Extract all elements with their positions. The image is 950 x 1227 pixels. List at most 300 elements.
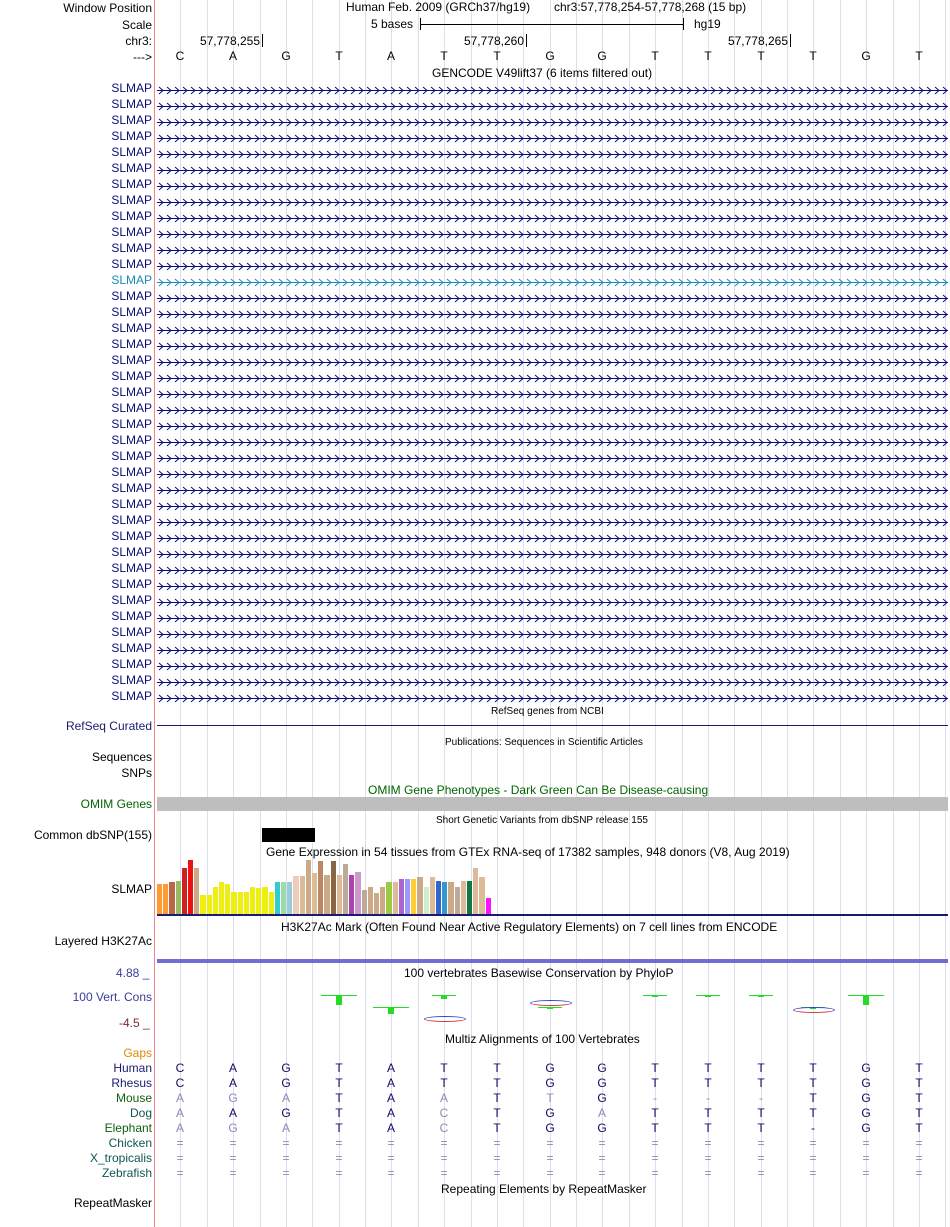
alignment-base: = [915,1136,923,1150]
gencode-transcript[interactable] [157,260,948,269]
ruler-tick-label: 57,778,255 [199,34,260,48]
gtex-tissue-bar[interactable] [219,882,224,914]
gencode-gene-label[interactable]: SLMAP [111,161,152,175]
species-label[interactable]: Elephant [104,1121,152,1135]
gencode-transcript[interactable] [157,516,948,525]
gencode-transcript[interactable] [157,692,948,701]
alignment-base: G [597,1091,607,1105]
gencode-gene-label[interactable]: SLMAP [111,97,152,111]
gencode-transcript[interactable] [157,596,948,605]
h3k27ac-label[interactable]: Layered H3K27Ac [54,934,152,948]
gencode-gene-label[interactable]: SLMAP [111,209,152,223]
gencode-transcript[interactable] [157,148,948,157]
sequence-base: A [228,49,237,63]
alignment-base: T [651,1076,659,1090]
gtex-tissue-bar[interactable] [424,887,429,914]
gtex-tissue-bar[interactable] [312,873,317,914]
gencode-gene-label[interactable]: SLMAP [111,257,152,271]
gencode-transcript[interactable] [157,436,948,445]
alignment-base: T [915,1091,923,1105]
gencode-gene-label[interactable]: SLMAP [111,337,152,351]
gtex-tissue-bar[interactable] [256,888,261,914]
alignment-base: = [809,1166,817,1180]
phylop-score-block [652,995,658,997]
alignment-base: = [546,1136,554,1150]
snps-label[interactable]: SNPs [121,766,152,780]
dbsnp-label[interactable]: Common dbSNP(155) [33,828,152,842]
gtex-tissue-bar[interactable] [238,892,243,914]
gencode-gene-label[interactable]: SLMAP [111,225,152,239]
gencode-gene-label[interactable]: SLMAP [111,145,152,159]
alignment-base: = [440,1151,448,1165]
gencode-gene-label[interactable]: SLMAP [111,545,152,559]
gtex-tissue-bar[interactable] [331,861,336,914]
alignment-base: G [861,1106,871,1120]
alignment-base: T [915,1076,923,1090]
gtex-tissue-bar[interactable] [318,861,323,914]
gencode-gene-label[interactable]: SLMAP [111,289,152,303]
alignment-base: = [651,1136,659,1150]
alignment-base: T [809,1091,817,1105]
alignment-base: G [228,1121,238,1135]
gtex-tissue-bar[interactable] [455,887,460,914]
gtex-tissue-bar[interactable] [157,884,162,914]
alignment-base: A [175,1121,184,1135]
sequence-base: G [281,49,291,63]
gencode-transcript[interactable] [157,372,948,381]
alignment-base: T [335,1106,343,1120]
gencode-transcript[interactable] [157,388,948,397]
gencode-gene-label[interactable]: SLMAP [111,433,152,447]
alignment-base: G [281,1061,291,1075]
gtex-tissue-bar[interactable] [405,879,410,914]
alignment-base: A [228,1061,237,1075]
alignment-base: = [440,1166,448,1180]
alignment-base: T [493,1091,501,1105]
gtex-tissue-bar[interactable] [169,882,174,914]
alignment-base: = [335,1166,343,1180]
species-label[interactable]: Zebrafish [101,1166,152,1180]
alignment-base: - [811,1121,815,1135]
alignment-base: T [809,1061,817,1075]
alignment-base: = [862,1136,870,1150]
alignment-base: = [176,1166,184,1180]
species-label[interactable]: X_tropicalis [89,1151,152,1165]
gtex-tissue-bar[interactable] [349,875,354,914]
alignment-base: = [598,1151,606,1165]
alignment-base: = [176,1151,184,1165]
alignment-base: C [175,1061,185,1075]
repeatmasker-label[interactable]: RepeatMasker [73,1196,152,1210]
alignment-base: G [861,1061,871,1075]
gencode-gene-label[interactable]: SLMAP [111,81,152,95]
gtex-tissue-bar[interactable] [461,881,466,914]
gencode-transcript[interactable] [157,420,948,429]
alignment-base: G [861,1121,871,1135]
dbsnp-track-title: Short Genetic Variants from dbSNP release 155 [436,815,648,826]
h3k27ac-track-title: H3K27Ac Mark (Often Found Near Active Regulatory Elements) on 7 cell lines from ENCODE [281,920,778,934]
gencode-gene-label[interactable]: SLMAP [111,657,152,671]
gtex-track-title: Gene Expression in 54 tissues from GTEx RNA-seq of 17382 samples, 948 donors (V8, Aug 2019) [266,845,790,859]
gencode-transcript[interactable] [157,340,948,349]
species-label[interactable]: Human [113,1061,152,1075]
repeatmasker-track-title: Repeating Elements by RepeatMasker [441,1182,647,1196]
refseq-track-title: RefSeq genes from NCBI [491,706,604,717]
gencode-gene-label[interactable]: SLMAP [111,577,152,591]
phylop-overlap-marker [530,1000,572,1006]
gencode-transcript[interactable] [157,196,948,205]
gencode-transcript[interactable] [157,484,948,493]
ruler-tick-label: 57,778,260 [463,34,524,48]
gtex-tissue-bar[interactable] [225,884,230,914]
gtex-tissue-bar[interactable] [362,890,367,914]
gencode-gene-label[interactable]: SLMAP [111,513,152,527]
sequence-base: T [651,49,659,63]
gencode-gene-label[interactable]: SLMAP [111,385,152,399]
gencode-gene-label[interactable]: SLMAP [111,593,152,607]
gencode-transcript[interactable] [157,100,948,109]
alignment-base: A [228,1076,237,1090]
sequence-base: T [809,49,817,63]
alignment-base: = [282,1166,290,1180]
gencode-transcript[interactable] [157,212,948,221]
phylop-plot[interactable] [157,980,948,1024]
alignment-base: = [809,1136,817,1150]
gencode-transcript[interactable] [157,404,948,413]
gencode-gene-label[interactable]: SLMAP [111,321,152,335]
ruler-tick-mark [526,34,527,47]
gtex-tissue-bar[interactable] [269,892,274,914]
gencode-transcript[interactable] [157,676,948,685]
gtex-tissue-bar[interactable] [207,895,212,914]
gencode-transcript[interactable] [157,164,948,173]
strand-label: ---> [133,50,152,64]
label-separator [154,0,155,1227]
alignment-base: C [439,1106,449,1120]
ruler-tick-label: 57,778,265 [727,34,788,48]
alignment-base: T [915,1121,923,1135]
sequences-label[interactable]: Sequences [91,750,152,764]
alignment-base: T [335,1121,343,1135]
alignment-base: = [229,1151,237,1165]
alignment-base: T [493,1076,501,1090]
alignment-base: = [862,1166,870,1180]
gencode-gene-label[interactable]: SLMAP [111,609,152,623]
gtex-tissue-bar[interactable] [293,876,298,914]
h3k27ac-line [157,959,948,963]
alignment-base: G [597,1121,607,1135]
alignment-base: G [281,1106,291,1120]
alignment-base: T [704,1121,712,1135]
gtex-tissue-bar[interactable] [176,881,181,914]
gtex-tissue-bar[interactable] [287,882,292,914]
alignment-base: A [386,1061,395,1075]
gencode-gene-label[interactable]: SLMAP [111,177,152,191]
gencode-transcript[interactable] [157,564,948,573]
gencode-gene-label[interactable]: SLMAP [111,353,152,367]
alignment-base: = [809,1151,817,1165]
gtex-tissue-bar[interactable] [324,875,329,914]
gencode-transcript[interactable] [157,452,948,461]
gencode-transcript[interactable] [157,612,948,621]
alignment-base: = [915,1151,923,1165]
alignment-base: A [386,1076,395,1090]
gtex-tissue-bar[interactable] [411,879,416,914]
alignment-base: G [597,1076,607,1090]
alignment-base: = [387,1151,395,1165]
scale-bar [420,18,684,30]
gencode-transcript[interactable] [157,308,948,317]
gtex-tissue-bar[interactable] [473,868,478,914]
gencode-gene-label[interactable]: SLMAP [111,641,152,655]
sequence-base: G [545,49,555,63]
alignment-base: T [493,1121,501,1135]
alignment-base: = [757,1136,765,1150]
gtex-label[interactable]: SLMAP [111,882,152,896]
alignment-base: G [861,1076,871,1090]
gencode-gene-label[interactable]: SLMAP [111,561,152,575]
gtex-tissue-bar[interactable] [275,882,280,914]
alignment-base: T [546,1091,554,1105]
alignment-base: = [387,1136,395,1150]
gencode-transcript[interactable] [157,84,948,93]
gencode-transcript[interactable] [157,228,948,237]
position-text: chr3:57,778,254-57,778,268 (15 bp) [554,0,747,14]
gtex-tissue-bar[interactable] [442,882,447,914]
gtex-tissue-bar[interactable] [448,882,453,914]
gtex-tissue-bar[interactable] [467,881,472,914]
gtex-tissue-bar[interactable] [436,881,441,914]
alignment-base: T [493,1061,501,1075]
gencode-transcript[interactable] [157,580,948,589]
alignment-base: = [598,1166,606,1180]
phylop-label[interactable]: 100 Vert. Cons [72,990,152,1004]
species-label[interactable]: Dog [129,1106,152,1120]
gtex-tissue-bar[interactable] [399,879,404,914]
phylop-score-block [705,995,711,997]
alignment-base: A [386,1091,395,1105]
gtex-tissue-bar[interactable] [374,893,379,914]
alignment-base: = [915,1166,923,1180]
gencode-gene-label[interactable]: SLMAP [111,273,152,287]
alignment-base: - [759,1091,763,1105]
alignment-base: A [281,1091,290,1105]
db-text: hg19 [694,17,721,31]
alignment-base: = [757,1151,765,1165]
gencode-transcript[interactable] [157,644,948,653]
alignment-base: T [757,1076,765,1090]
phylop-track-title: 100 vertebrates Basewise Conservation by PhyloP [404,966,674,980]
gencode-transcript[interactable] [157,468,948,477]
refseq-line [157,725,948,726]
alignment-base: A [175,1091,184,1105]
gencode-gene-label[interactable]: SLMAP [111,193,152,207]
alignment-base: G [861,1091,871,1105]
dbsnp-variant[interactable] [262,828,315,842]
gencode-gene-label[interactable]: SLMAP [111,449,152,463]
phylop-max-label: 4.88 _ [116,966,150,980]
alignment-base: = [493,1166,501,1180]
alignment-base: T [704,1076,712,1090]
gencode-gene-label[interactable]: SLMAP [111,369,152,383]
gencode-transcript[interactable] [157,132,948,141]
gencode-gene-label[interactable]: SLMAP [111,497,152,511]
sequence-base: T [704,49,712,63]
alignment-base: = [335,1151,343,1165]
gencode-transcript[interactable] [157,548,948,557]
alignment-base: = [546,1166,554,1180]
gtex-tissue-bar[interactable] [486,898,491,914]
gaps-label: Gaps [123,1046,152,1060]
phylop-min-label: -4.5 _ [119,1016,150,1030]
alignment-base: = [229,1166,237,1180]
refseq-label[interactable]: RefSeq Curated [65,719,152,733]
gtex-baseline [157,914,948,916]
gtex-tissue-bar[interactable] [393,882,398,914]
alignment-base: = [493,1136,501,1150]
sequence-base: T [440,49,448,63]
phylop-score-block [758,995,764,997]
phylop-score-block [336,995,342,1005]
species-label[interactable]: Rhesus [111,1076,152,1090]
gtex-tissue-bar[interactable] [188,860,193,914]
species-label[interactable]: Mouse [115,1091,152,1105]
gtex-tissue-bar[interactable] [200,895,205,914]
gtex-tissue-bar[interactable] [417,877,422,914]
alignment-base: = [440,1136,448,1150]
sequence-base: T [757,49,765,63]
gtex-tissue-bar[interactable] [281,882,286,914]
gencode-gene-label[interactable]: SLMAP [111,305,152,319]
scale-text: 5 bases [371,17,414,31]
alignment-base: = [229,1136,237,1150]
gtex-tissue-bar[interactable] [386,882,391,914]
alignment-base: = [862,1151,870,1165]
gtex-tissue-bar[interactable] [231,892,236,914]
alignment-base: T [335,1091,343,1105]
gtex-tissue-bar[interactable] [213,887,218,914]
publications-track-title: Publications: Sequences in Scientific Articles [445,737,643,748]
gencode-transcript[interactable] [157,356,948,365]
gtex-bar-chart[interactable] [157,860,537,914]
gtex-tissue-bar[interactable] [380,887,385,914]
alignment-base: T [440,1076,448,1090]
gencode-transcript[interactable] [157,500,948,509]
alignment-base: T [915,1106,923,1120]
alignment-base: T [335,1076,343,1090]
alignment-base: = [176,1136,184,1150]
gencode-gene-label[interactable]: SLMAP [111,129,152,143]
alignment-base: A [281,1121,290,1135]
gencode-transcript[interactable] [157,660,948,669]
gtex-tissue-bar[interactable] [182,868,187,914]
gtex-tissue-bar[interactable] [244,892,249,914]
gencode-gene-label[interactable]: SLMAP [111,673,152,687]
alignment-base: = [757,1166,765,1180]
gencode-gene-label[interactable]: SLMAP [111,465,152,479]
gtex-tissue-bar[interactable] [343,864,348,914]
alignment-base: T [704,1061,712,1075]
assembly-text: Human Feb. 2009 (GRCh37/hg19) [346,0,531,14]
gencode-gene-label[interactable]: SLMAP [111,689,152,703]
gencode-transcript[interactable] [157,628,948,637]
alignment-base: = [546,1151,554,1165]
gtex-tissue-bar[interactable] [250,887,255,914]
chrom-label: chr3: [125,34,152,48]
alignment-base: T [809,1076,817,1090]
alignment-base: T [809,1106,817,1120]
gencode-transcript[interactable] [157,324,948,333]
gtex-tissue-bar[interactable] [355,872,360,914]
gtex-tissue-bar[interactable] [262,887,267,914]
scale-label: Scale [121,18,152,32]
gencode-transcript[interactable] [157,292,948,301]
ruler-tick-mark [790,34,791,47]
gtex-tissue-bar[interactable] [368,887,373,914]
gencode-transcript[interactable] [157,532,948,541]
alignment-base: G [545,1106,555,1120]
alignment-base: G [545,1061,555,1075]
gencode-transcript[interactable] [157,244,948,253]
gencode-gene-label[interactable]: SLMAP [111,417,152,431]
omim-label[interactable]: OMIM Genes [80,797,152,811]
alignment-base: - [653,1091,657,1105]
multiz-track-title: Multiz Alignments of 100 Vertebrates [445,1032,640,1046]
gtex-tissue-bar[interactable] [430,877,435,914]
phylop-overlap-marker [793,1007,835,1013]
alignment-base: T [651,1106,659,1120]
alignment-base: - [706,1091,710,1105]
gencode-gene-label[interactable]: SLMAP [111,529,152,543]
window-position-label: Window Position [63,1,152,15]
gtex-tissue-bar[interactable] [337,875,342,914]
alignment-base: T [757,1121,765,1135]
sequence-base: T [915,49,923,63]
gencode-gene-label[interactable]: SLMAP [111,481,152,495]
sequence-base: T [493,49,501,63]
sequence-base: C [175,49,185,63]
species-label[interactable]: Chicken [108,1136,152,1150]
alignment-base: T [651,1061,659,1075]
omim-track-title: OMIM Gene Phenotypes - Dark Green Can Be Disease-causing [368,783,709,797]
alignment-base: T [704,1106,712,1120]
gencode-gene-label[interactable]: SLMAP [111,113,152,127]
alignment-base: = [704,1151,712,1165]
alignment-base: = [493,1151,501,1165]
phylop-score-block [863,995,869,1005]
gencode-transcript[interactable] [157,116,948,125]
sequence-base: T [335,49,343,63]
gtex-tissue-bar[interactable] [194,868,199,914]
gencode-transcript[interactable] [157,276,948,285]
gencode-transcript[interactable] [157,180,948,189]
sequence-base: A [386,49,395,63]
alignment-base: = [651,1166,659,1180]
alignment-base: G [597,1061,607,1075]
gtex-tissue-bar[interactable] [300,876,305,914]
gencode-gene-label[interactable]: SLMAP [111,625,152,639]
ruler-tick-mark [262,34,263,47]
alignment-base: G [228,1091,238,1105]
gencode-gene-label[interactable]: SLMAP [111,241,152,255]
gtex-tissue-bar[interactable] [479,877,484,914]
alignment-base: = [387,1166,395,1180]
gencode-gene-label[interactable]: SLMAP [111,401,152,415]
gtex-tissue-bar[interactable] [306,860,311,914]
gtex-tissue-bar[interactable] [163,884,168,914]
alignment-base: T [493,1106,501,1120]
alignment-base: A [386,1106,395,1120]
